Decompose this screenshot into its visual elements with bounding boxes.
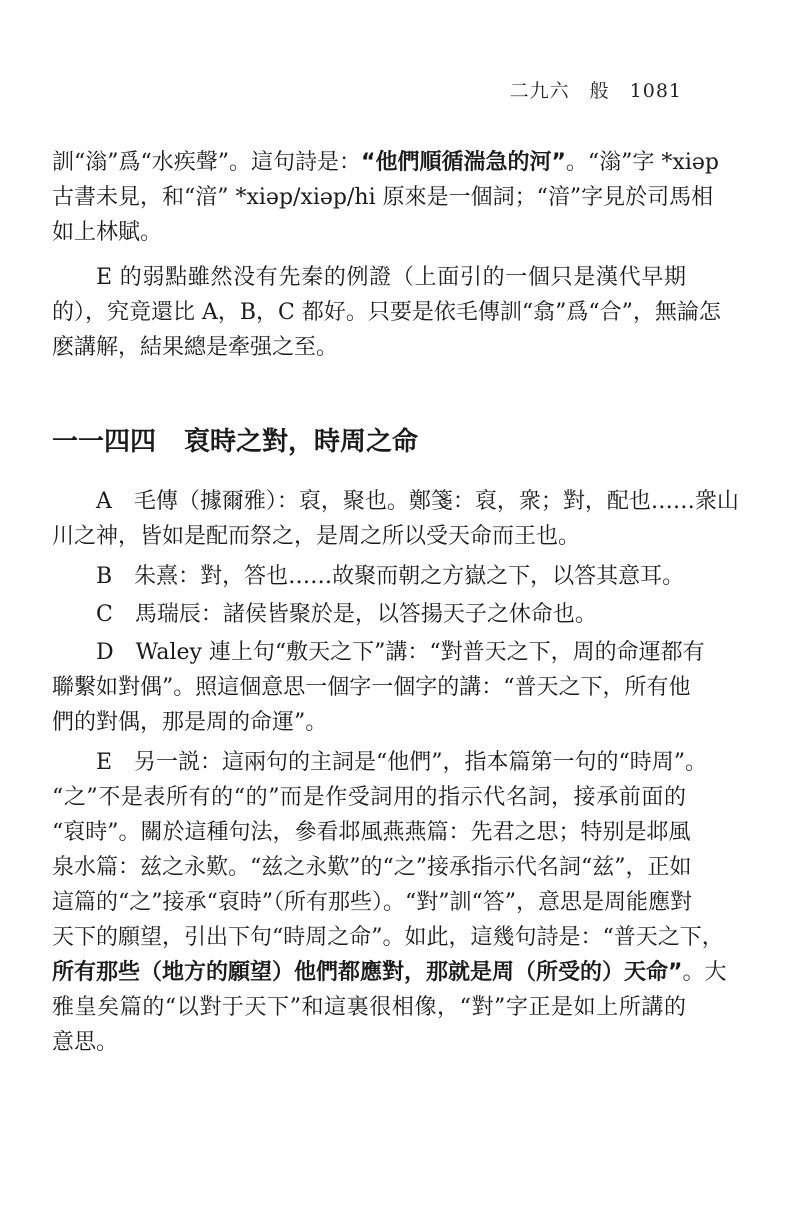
text-line: 雅皇矣篇的“以對于天下”和這裏很相像，“對”字正是如上所講的 [52,995,686,1020]
bold-translation: “他們順循湍急的河” [361,150,566,175]
text-line: 泉水篇：兹之永歎。“兹之永歎”的“之”接承指示代名詞“兹”，正如 [52,855,692,880]
running-head: 二九六 般 1081 [509,80,682,102]
bold-translation: 所有那些（地方的願望）他們都應對，那就是周（所受的）天命” [52,960,683,985]
section-number: 一一四四 [52,427,157,457]
text-line: “之”不是表所有的“的”而是作受詞用的指示代名詞，接承前面的 [52,785,686,810]
text-line: 們的對偶，那是周的命運”。 [52,710,328,735]
text-line: 川之神，皆如是配而祭之，是周之所以受天命而王也。 [52,524,581,549]
text-line: 這篇的“之”接承“裒時”（所有那些）。“對”訓“答”，意思是周能應對 [52,890,692,915]
text-line: 意思。 [52,1030,119,1055]
text-line: 如上林賦。 [52,220,163,245]
text-line: 訓“滃”爲“水疾聲”。這句詩是：“他們順循湍急的河”。“滃”字 *xiəp [52,150,719,175]
text-line: 古書未見，和“湆” *xiəp/xiəp/hi 原來是一個詞；“湆”字見於司馬相 [52,185,714,210]
text-line: B 朱熹：對，答也……故聚而朝之方嶽之下，以答其意耳。 [96,564,685,589]
text-line: 聯繫如對偶”。照這個意思一個字一個字的講：“普天之下，所有他 [52,675,691,700]
text-line: 所有那些（地方的願望）他們都應對，那就是周（所受的）天命”。大 [52,960,727,985]
text-line: 天下的願望，引出下句“時周之命”。如此，這幾句詩是：“普天之下， [52,925,724,950]
section-heading [52,424,418,460]
text-line: E 另一説：這兩句的主詞是“他們”，指本篇第一句的“時周”。 [96,750,708,775]
text-line: C 馬瑞辰：諸侯皆聚於是，以答揚天子之休命也。 [96,602,597,627]
text-line: A 毛傳（據爾雅）：裒，聚也。鄭箋：裒，衆；對，配也……衆山 [96,489,739,514]
text-line: E 的弱點雖然没有先秦的例證（上面引的一個只是漢代早期 [96,265,686,290]
text-line: D Waley 連上句“敷天之下”講：“對普天之下，周的命運都有 [96,640,705,665]
text-line: 麽講解，結果總是牽强之至。 [52,335,339,360]
section-title: 裒時之對，時周之命 [184,427,419,457]
text-line: “裒時”。關於這種句法，參看邶風燕燕篇：先君之思；特别是邶風 [52,820,691,845]
text-line: 的），究竟還比 A，B，C 都好。只要是依毛傳訓“翕”爲“合”，無論怎 [52,300,721,325]
